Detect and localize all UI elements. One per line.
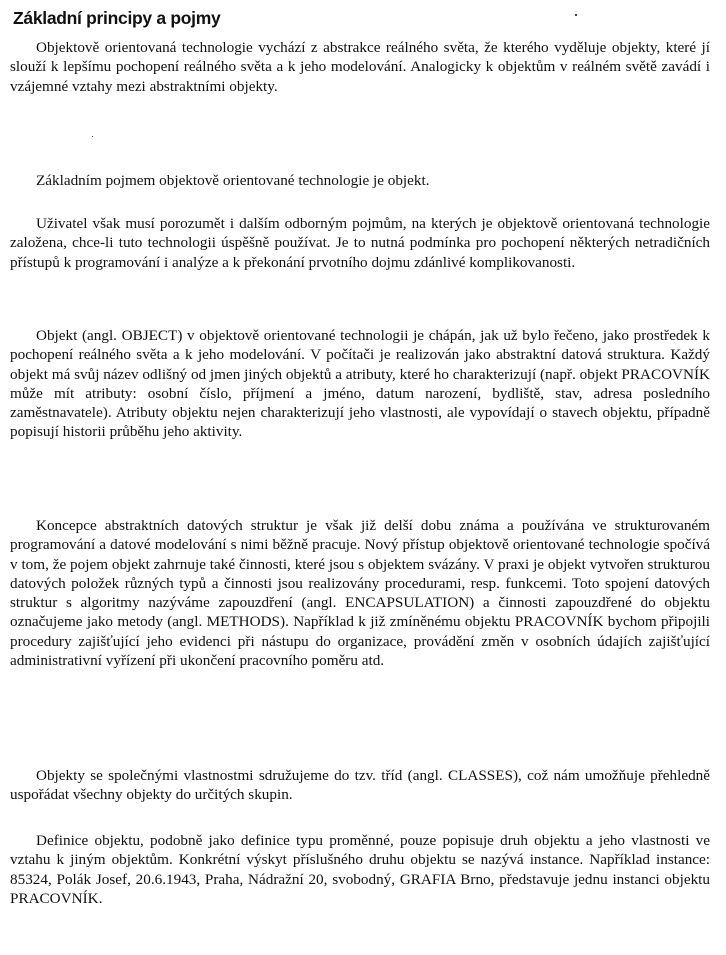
paragraph-instance [10, 831, 710, 908]
scan-speck [92, 136, 93, 137]
scan-speck [575, 14, 577, 16]
page-title: Základní principy a pojmy [13, 8, 221, 28]
paragraph-text: Objekty se společnými vlastnostmi sdružujeme do tzv. tříd (angl. CLASSES), což nám umožňuje přehledně uspořádat všechny objekty do určitých skupin. [10, 767, 710, 804]
paragraph-text: Uživatel však musí porozumět i dalším odborným pojmům, na kterých je objektově orientovaná technologie založena, chce-li tuto technologii úspěšně používat. Je to nutná podmínka pro pochopení některých netradičních přístupů k programování i analýze a k překonání prvotního dojmu zdánlivé komplikovanosti. [10, 215, 710, 271]
paragraph-basic-concept [10, 171, 710, 190]
paragraph-user-terms [10, 214, 710, 272]
paragraph-text: Objekt (angl. OBJECT) v objektově orientované technologii je chápán, jak už bylo řečeno, jako prostředek k pochopení reálného světa a k jeho modelování. V počítači je realizován jako abstraktní datová struktura. Každý objekt má svůj název odlišný od jmen jiných objektů a atributy, které ho charakterizují (např. objekt PRACOVNÍK může mít atributy: osobní číslo, příjmení a jméno, datum narození, bydliště, stav, adresa posledního zaměstnavatele). Atributy objektu nejen charakterizují jeho vlastnosti, ale vypovídají o stavech objektu, případně popisují historii průběhu jeho aktivity. [10, 327, 711, 441]
paragraph-text: Objektově orientovaná technologie vychází z abstrakce reálného světa, že kterého vyděluje objekty, které jí slouží k lepšímu pochopení reálného světa a k jeho modelování. Analogicky k objektům v reálném světě zavádí i vzájemné vztahy mezi abstraktními objekty. [10, 39, 710, 95]
paragraph-text: Definice objektu, podobně jako definice typu proměnné, pouze popisuje druh objektu a jeho vlastnosti ve vztahu k jiným objektům. Konkrétní výskyt příslušného druhu objektu se nazývá instance. Například instance: 85324, Polák Josef, 20.6.1943, Praha, Nádražní 20, svobodný, GRAFIA Brno, představuje jednu instanci objektu PRACOVNÍK. [10, 832, 710, 907]
paragraph-encapsulation [10, 516, 710, 670]
paragraph-abstraction [10, 38, 710, 96]
paragraph-object-definition [10, 326, 710, 442]
paragraph-text: Základním pojmem objektově orientované technologie je objekt. [36, 172, 430, 189]
paragraph-classes [10, 766, 710, 805]
paragraph-text: Koncepce abstraktních datových struktur je však již delší dobu známa a používána ve strukturovaném programování a datové modelování s nimi běžně pracuje. Nový přístup objektově orientované technologie spočívá v tom, že pojem objekt zahrnuje také činnosti, které jsou s objektem svázány. V praxi je objekt vytvořen strukturou datových položek různých typů a činnosti jsou realizovány procedurami, resp. funkcemi. Toto spojení datových struktur s algoritmy nazýváme zapouzdření (angl. ENCAPSULATION) a činnosti zapouzdřené do objektu označujeme jako metody (angl. METHODS). Například k již zmíněnému objektu PRACOVNÍK bychom připojili procedury zajišťující jeho evidenci při nástupu do organizace, provádění změn v osobních údajích zajišťující administrativní vyřízení při ukončení pracovního poměru atd. [10, 517, 710, 670]
